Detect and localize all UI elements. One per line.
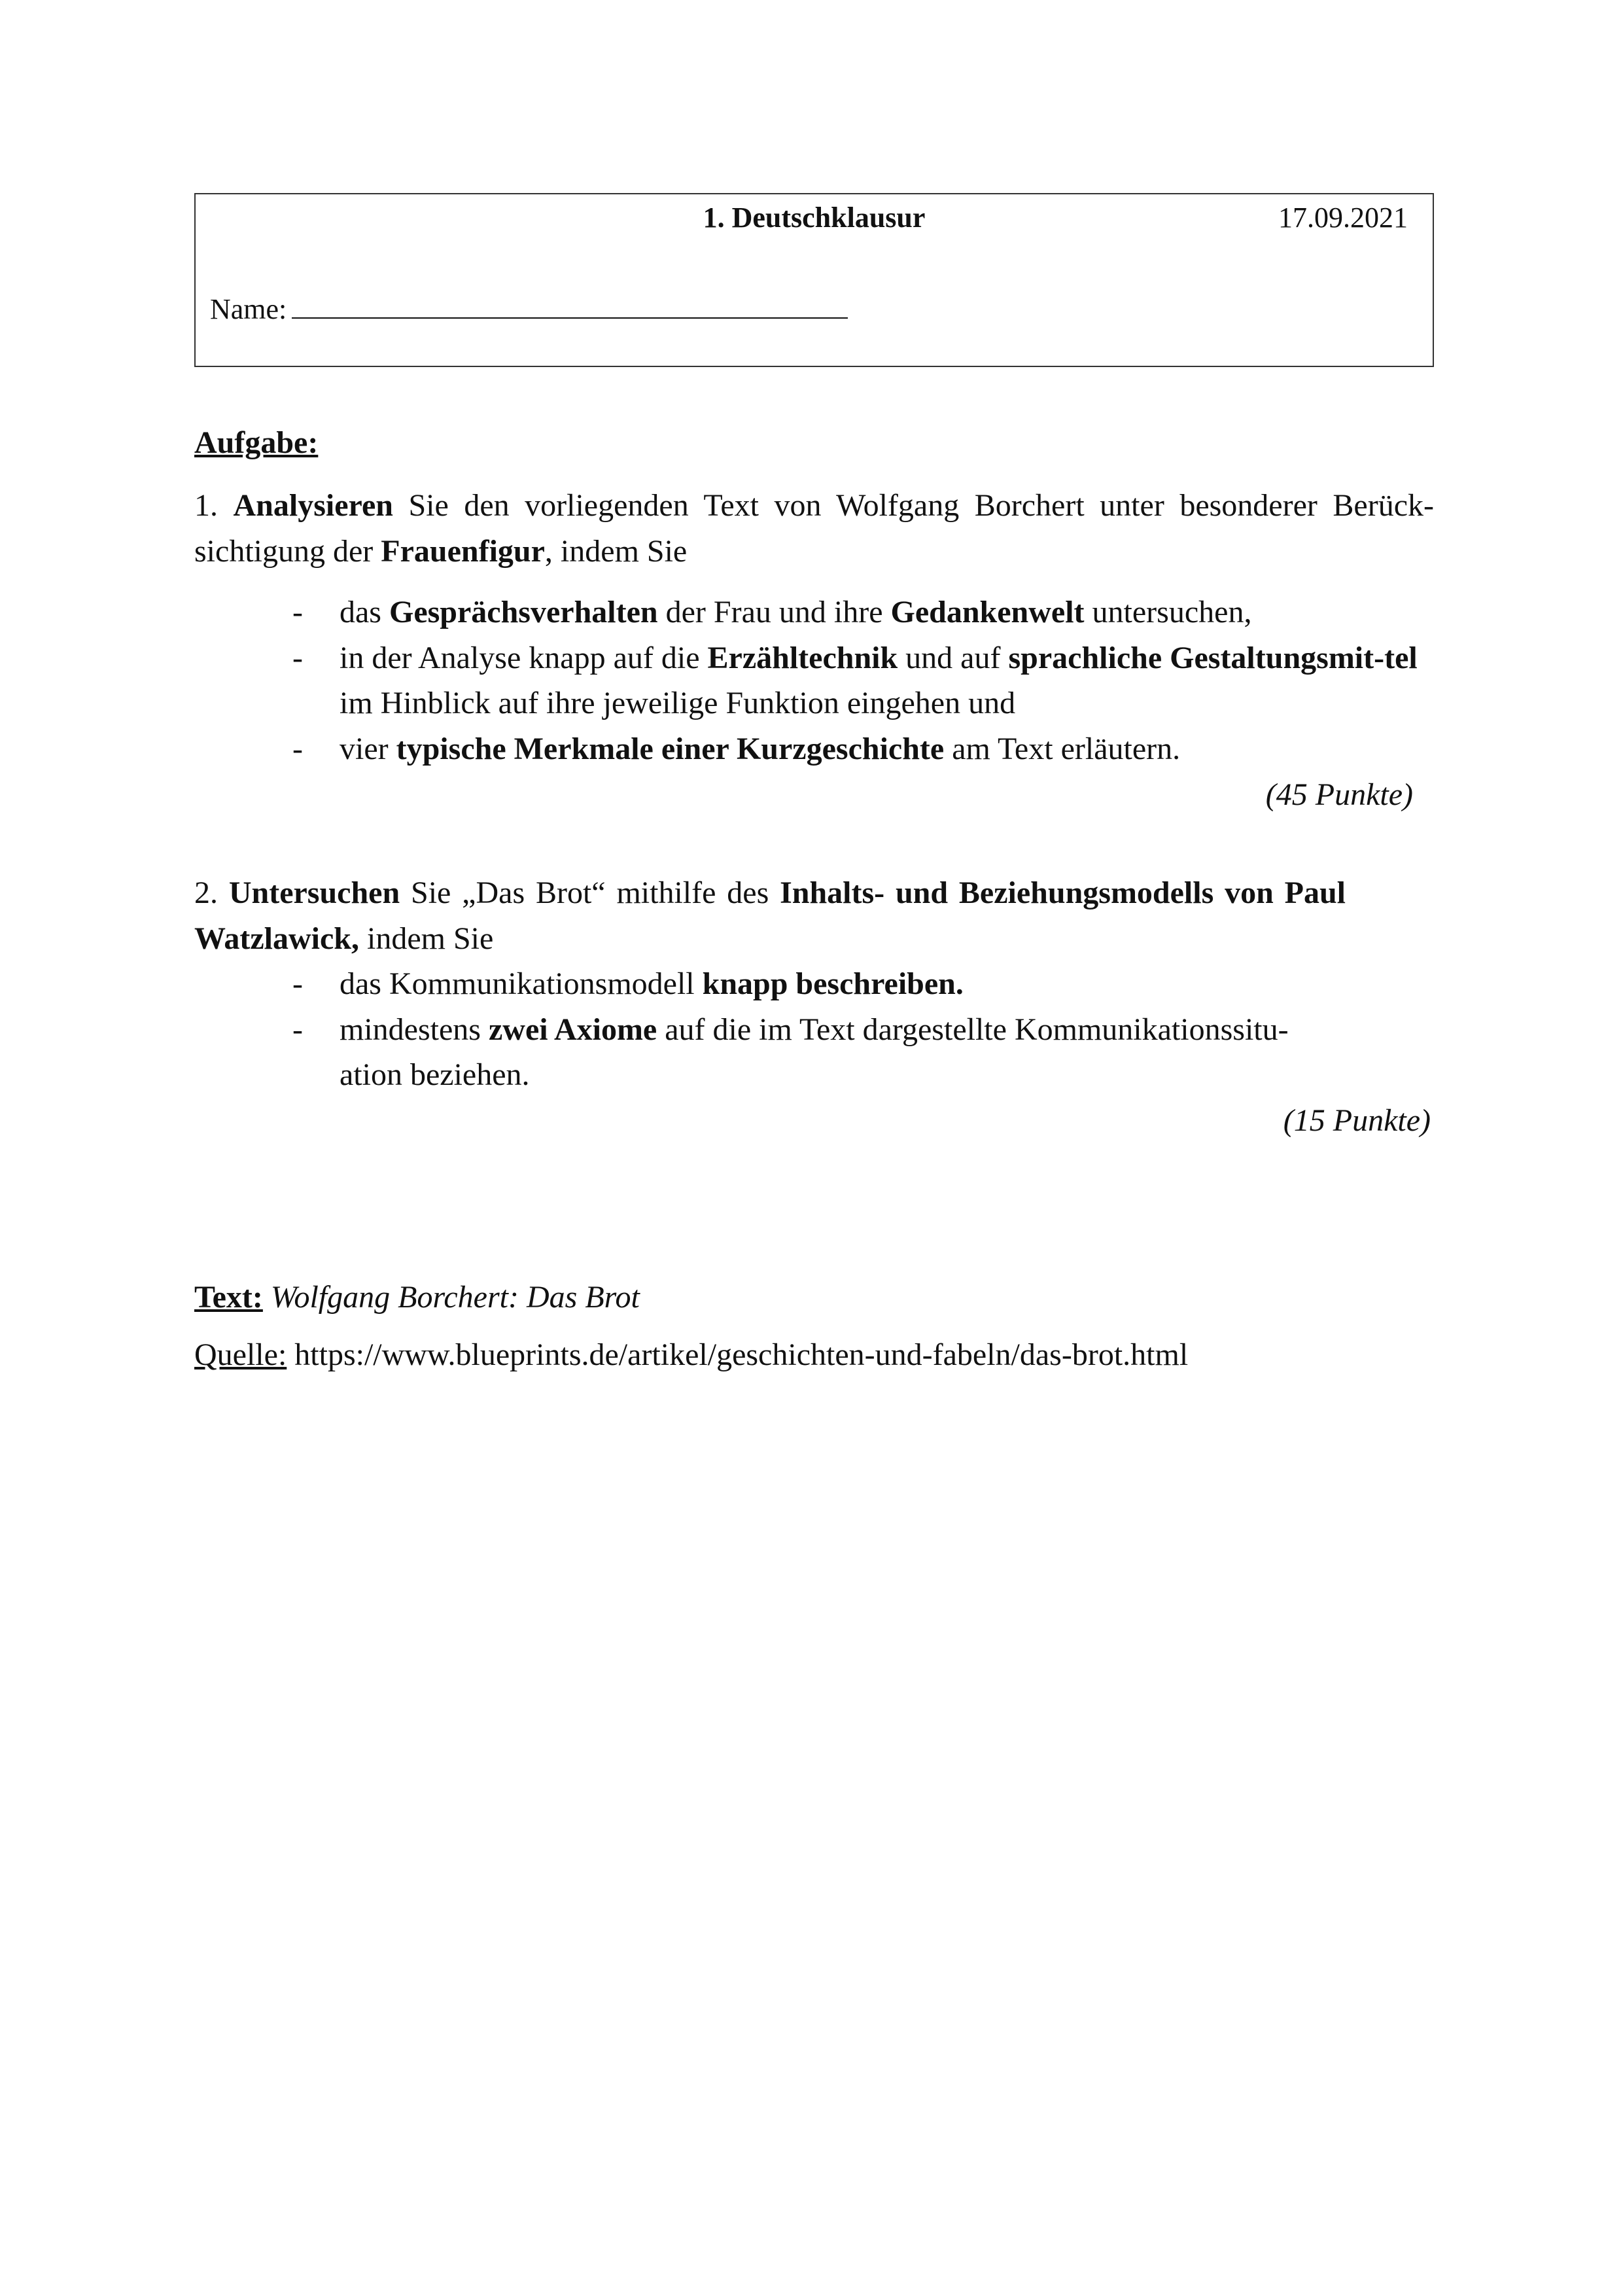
- bullet-text: auf die im Text dargestellte Kommunikationssitu-ation beziehen.: [340, 1012, 1289, 1093]
- name-line: [292, 291, 848, 319]
- task-2-points: (15 Punkte): [1283, 1103, 1431, 1138]
- task-2-bullet: [194, 1007, 1346, 1098]
- text-reference: [194, 1275, 1434, 1320]
- bullet-dash: -: [292, 1012, 303, 1047]
- exam-date: 17.09.2021: [1278, 202, 1408, 234]
- task-2-focus: Inhalts- und Beziehungsmodells von Paul Watzlawick,: [194, 875, 1346, 956]
- bullet-text: das: [340, 595, 389, 630]
- quelle-label: Quelle:: [194, 1337, 287, 1372]
- bullet-bold: Erzähltechnik: [707, 640, 898, 675]
- quelle-url: https://www.blueprints.de/artikel/geschichten-und-fabeln/das-brot.html: [294, 1337, 1189, 1372]
- task-1-bullet: [194, 590, 1434, 635]
- bullet-text: und auf: [898, 640, 1009, 675]
- bullet-dash: -: [292, 966, 303, 1002]
- bullet-text: in der Analyse knapp auf die: [340, 640, 708, 675]
- name-field: [210, 291, 848, 327]
- name-label: Name:: [210, 293, 287, 325]
- exam-title: 1. Deutschklausur: [703, 202, 926, 234]
- source-reference: [194, 1332, 1434, 1378]
- task-2-text-a: Sie „Das Brot“ mithilfe des: [400, 875, 780, 910]
- assignment-heading: Aufgabe:: [194, 425, 319, 460]
- task-1-bullet: [194, 726, 1434, 772]
- bullet-text: untersuchen,: [1084, 595, 1252, 630]
- source-block: [194, 1275, 1434, 1389]
- bullet-text: das Kommunikationsmodell: [340, 966, 703, 1002]
- task-1-text-b: , indem Sie: [544, 533, 688, 569]
- task-2-number: 2.: [194, 875, 218, 910]
- bullet-text: der Frau und ihre: [657, 595, 891, 630]
- task-1-number: 1.: [194, 488, 218, 523]
- task-1: [194, 483, 1434, 817]
- task-1-bullet-list: [194, 590, 1434, 771]
- bullet-bold: sprachliche Gestaltungsmit-tel: [1008, 640, 1418, 675]
- task-2-text-b: indem Sie: [358, 921, 494, 956]
- task-2-bullet-list: [194, 961, 1346, 1098]
- task-1-verb: Analysieren: [233, 488, 393, 523]
- task-2-bullet: [194, 961, 1346, 1007]
- bullet-text: im Hinblick auf ihre jeweilige Funktion eingehen und: [340, 686, 1016, 721]
- bullet-bold: typische Merkmale einer Kurzgeschichte: [396, 731, 945, 766]
- bullet-text: mindestens: [340, 1012, 489, 1047]
- task-1-prompt: [194, 483, 1434, 574]
- bullet-text: vier: [340, 731, 396, 766]
- task-2-prompt: [194, 870, 1346, 961]
- bullet-dash: -: [292, 640, 303, 675]
- bullet-dash: -: [292, 595, 303, 630]
- task-1-bullet: [194, 635, 1434, 726]
- bullet-bold: Gesprächsverhalten: [389, 595, 658, 630]
- task-2: [194, 870, 1431, 1144]
- task-1-text-a: Sie den vorliegenden Text von Wolfgang Borchert unter besonderer Berück-sichtigung der: [194, 488, 1434, 569]
- bullet-text: am Text erläutern.: [944, 731, 1181, 766]
- task-1-points: (45 Punkte): [1265, 777, 1413, 812]
- bullet-bold: Gedankenwelt: [890, 595, 1085, 630]
- text-label: Text:: [194, 1280, 263, 1315]
- bullet-dash: -: [292, 731, 303, 766]
- bullet-bold: knapp beschreiben.: [702, 966, 964, 1002]
- text-title: Wolfgang Borchert: Das Brot: [270, 1280, 640, 1315]
- bullet-bold: zwei Axiome: [488, 1012, 657, 1047]
- task-1-focus: Frauenfigur: [381, 533, 545, 569]
- header-box: [194, 193, 1434, 367]
- task-2-verb: Untersuchen: [228, 875, 400, 910]
